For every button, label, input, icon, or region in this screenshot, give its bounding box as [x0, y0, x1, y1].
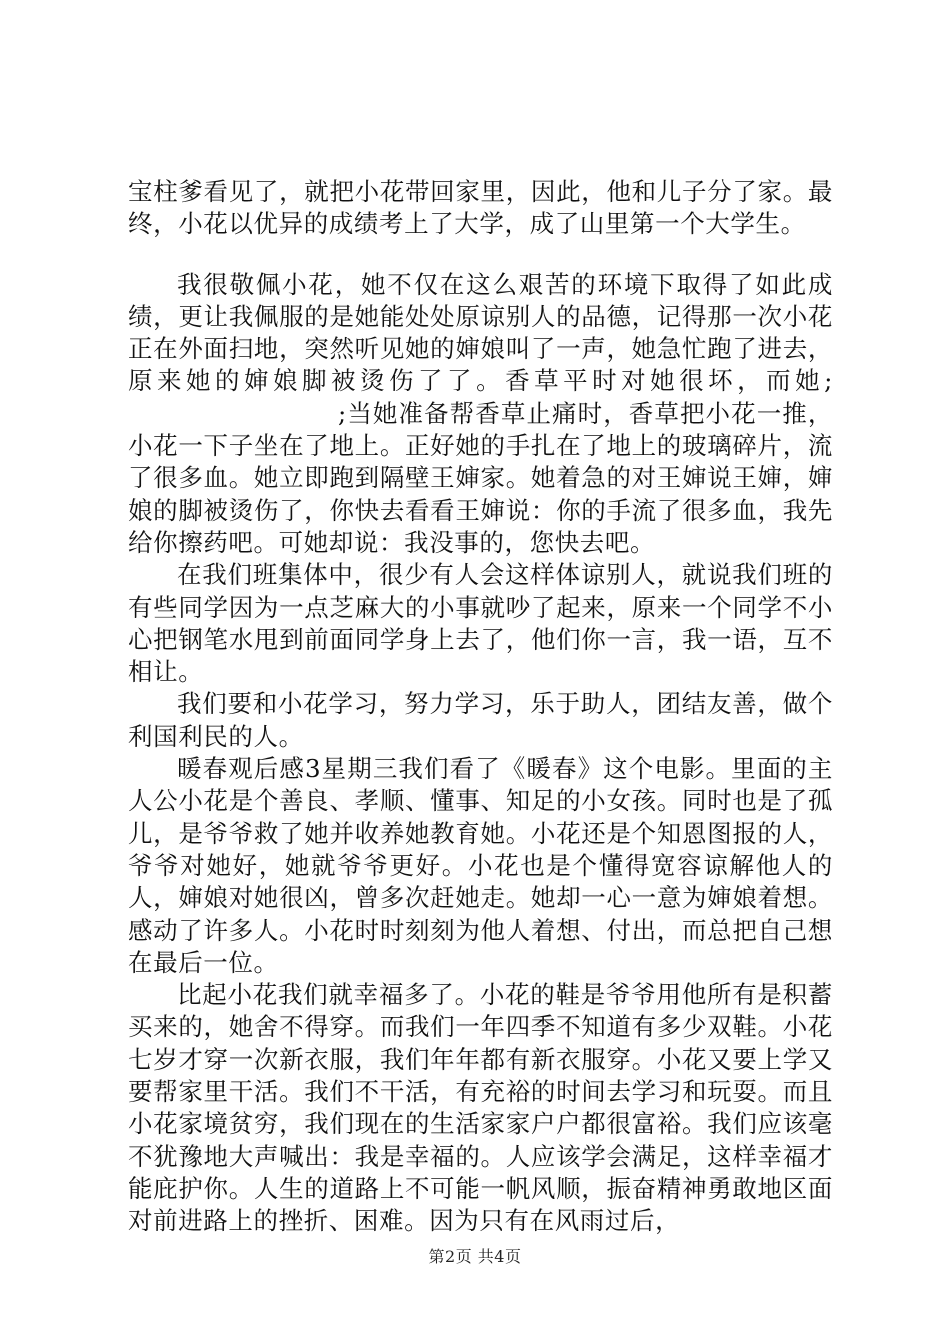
- paragraph-5: 暖春观后感3星期三我们看了《暖春》这个电影。里面的主人公小花是个善良、孝顺、懂事、知足的小女孩。同时也是了孤儿，是爷爷救了她并收养她教育她。小花还是个知恩图报的人，爷爷对她好，她就爷爷更好。小花也是个懂得宽容谅解他人的人，婶娘对她很凶，曾多次赶她走。她却一心一意为婶娘着想。感动了许多人。小花时时刻刻为他人着想、付出，而总把自己想在最后一位。: [128, 754, 833, 977]
- document-body: [128, 176, 833, 1238]
- paragraph-2-text: 我很敬佩小花，她不仅在这么艰苦的环境下取得了如此成绩，更让我佩服的是她能处处原谅别人的品德，记得那一次小花正在外面扫地，突然听见她的婶娘叫了一声，她急忙跑了进去，原来她的婶娘脚被烫伤了了。香草平时对她很坏，而她: [128, 269, 833, 396]
- page-footer: 第2页 共4页: [428, 1247, 522, 1266]
- paragraph-2: [128, 269, 833, 560]
- paragraph-2-continuation: ;当她准备帮香草止痛时，香草把小花一推，小花一下子坐在了地上。正好她的手扎在了地上的玻璃碎片，流了很多血。她立即跑到隔壁王婶家。她着急的对王婶说王婶，婶娘的脚被烫伤了，你快去看看王婶说：你的手流了很多血，我先给你擦药吧。可她却说：我没事的，您快去吧。: [128, 398, 833, 557]
- paragraph-2-semicolon: ;: [824, 366, 833, 396]
- paragraph-4: 我们要和小花学习，努力学习，乐于助人，团结友善，做个利国利民的人。: [128, 689, 833, 751]
- paragraph-1: 宝柱爹看见了，就把小花带回家里，因此，他和儿子分了家。最终，小花以优异的成绩考上了大学，成了山里第一个大学生。: [128, 177, 833, 239]
- paragraph-3: 在我们班集体中，很少有人会这样体谅别人，就说我们班的有些同学因为一点芝麻大的小事就吵了起来，原来一个同学不小心把钢笔水甩到前面同学身上去了，他们你一言，我一语，互不相让。: [128, 560, 833, 687]
- paragraph-6: 比起小花我们就幸福多了。小花的鞋是爷爷用他所有是积蓄买来的，她舍不得穿。而我们一年四季不知道有多少双鞋。小花七岁才穿一次新衣服，我们年年都有新衣服穿。小花又要上学又要帮家里干活。我们不干活，有充裕的时间去学习和玩耍。而且小花家境贫穷，我们现在的生活家家户户都很富裕。我们应该毫不犹豫地大声喊出：我是幸福的。人应该学会满足，这样幸福才能庇护你。人生的道路上不可能一帆风顺，振奋精神勇敢地区面对前进路上的挫折、困难。因为只有在风雨过后，: [128, 980, 833, 1236]
